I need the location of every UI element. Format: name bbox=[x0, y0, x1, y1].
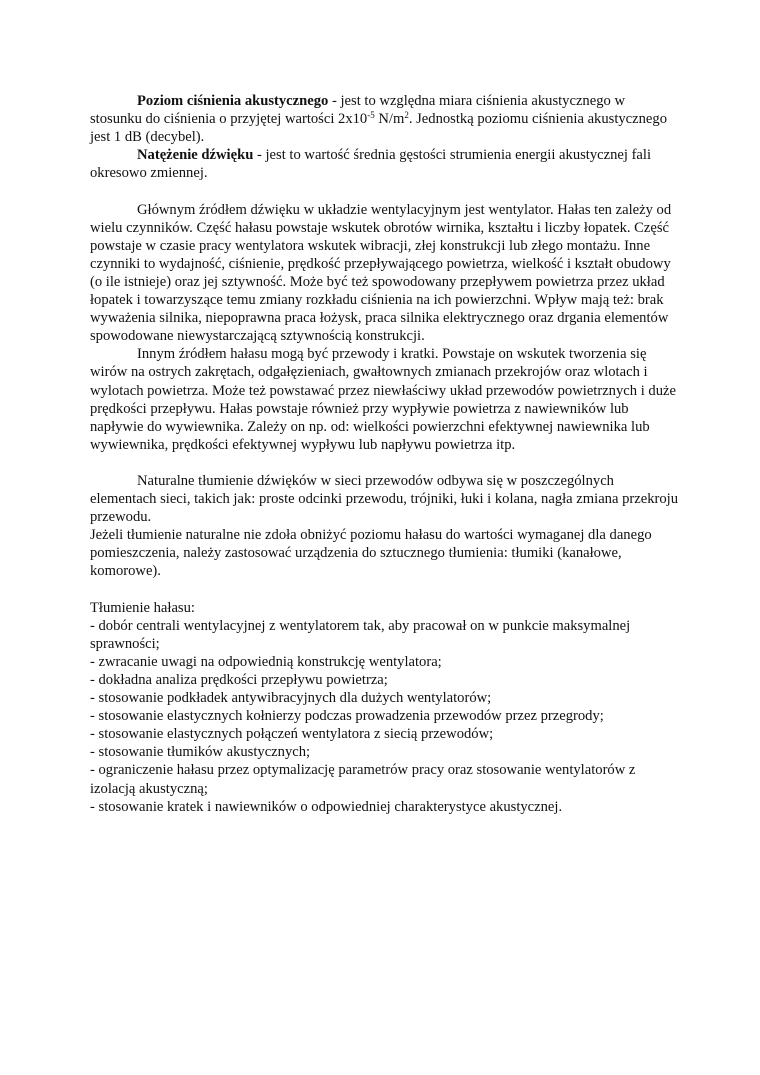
paragraph-duct-noise: Innym źródłem hałasu mogą być przewody i kratki. Powstaje on wskutek tworzenia się wirów na ostrych zakrętach, odgałęzieniach, gwałtownych zmianach przekrojów oraz wlotach i wylotach powietrza. Może też powstawać przez niewłaściwy układ przewodów powietrznych i duże prędkości przepływu. Hałas powstaje również przy wypływie powietrza z nawiewników lub napływie do wywiewnika. Zależy on np. od: wielkości powierzchni efektywnej nawiewnika lub wywiewnika, prędkości efektywnej wypływu lub napływu powietrza itp. bbox=[90, 346, 676, 453]
definition-text: - jest to względna miara ciśnienia akustycznego w stosunku do ciśnienia o przyjętej wartości 2x10 bbox=[90, 93, 625, 128]
definition-sound-intensity bbox=[90, 146, 680, 182]
list-item: - dobór centrali wentylacyjnej z wentylatorem tak, aby pracował on w punkcie maksymalnej sprawności; bbox=[90, 617, 631, 652]
list-item: - ograniczenie hałasu przez optymalizację parametrów pracy oraz stosowanie wentylatorów z izolacją akustyczną; bbox=[90, 762, 636, 797]
paragraph-gap bbox=[90, 182, 680, 200]
noise-damping-heading: Tłumienie hałasu: bbox=[90, 599, 195, 616]
paragraph-fan-noise: Głównym źródłem dźwięku w układzie wentylacyjnym jest wentylator. Hałas ten zależy od wielu czynników. Część hałasu powstaje wskutek obrotów wirnika, kształtu i liczby łopatek. Część powstaje w czasie pracy wentylatora wskutek wibracji, złej konstrukcji lub złego montażu. Inne czynniki to wydajność, ciśnienie, prędkość przepływającego powietrza, wielkość i kształt obudowy (o ile istnieje) oraz jej sztywność. Może być też spowodowany przepływem powietrza przez układ łopatek i towarzyszące temu zmiany rozkładu ciśnienia na ich powierzchni. Wpływ mają też: brak wyważenia silnika, niepoprawna praca łożysk, praca silnika elektrycznego oraz drgania elementów spowodowane niewystarczającą sztywnością konstrukcji. bbox=[90, 201, 672, 345]
paragraph-gap bbox=[90, 454, 680, 472]
list-item: - stosowanie kratek i nawiewników o odpowiedniej charakterystyce akustycznej. bbox=[90, 798, 563, 815]
definition-sound-pressure-level bbox=[90, 92, 680, 146]
list-item: - dokładna analiza prędkości przepływu powietrza; bbox=[90, 672, 388, 688]
list-item: - stosowanie podkładek antywibracyjnych dla dużych wentylatorów; bbox=[90, 690, 492, 707]
definition-text: N/m bbox=[374, 111, 405, 128]
exponent: -5 bbox=[367, 110, 375, 121]
list-item: - stosowanie elastycznych kołnierzy podczas prowadzenia przewodów przez przegrody; bbox=[90, 708, 604, 725]
list-item: - zwracanie uwagi na odpowiednią konstrukcję wentylatora; bbox=[90, 653, 442, 670]
paragraph-artificial-damping: Jeżeli tłumienie naturalne nie zdoła obniżyć poziomu hałasu do wartości wymaganej dla danego pomieszczenia, należy zastosować urządzenia do sztucznego tłumienia: tłumiki (kanałowe, komorowe). bbox=[90, 527, 652, 580]
paragraph-gap bbox=[90, 581, 680, 599]
noise-damping-list bbox=[90, 617, 680, 816]
exponent: 2 bbox=[404, 110, 409, 121]
definition-text: - jest to wartość średnia gęstości strumienia energii akustycznej fali okresowo zmiennej. bbox=[90, 147, 652, 182]
paragraph-natural-damping: Naturalne tłumienie dźwięków w sieci przewodów odbywa się w poszczególnych elementach sieci, takich jak: proste odcinki przewodu, trójniki, łuki i kolana, nagła zmiana przekroju przewodu. bbox=[90, 472, 679, 526]
term-sound-pressure-level: Poziom ciśnienia akustycznego bbox=[137, 93, 329, 109]
term-sound-intensity: Natężenie dźwięku bbox=[137, 147, 254, 164]
document-page bbox=[90, 92, 680, 816]
list-item: - stosowanie tłumików akustycznych; bbox=[90, 744, 311, 761]
definition-text: . Jednostką poziomu ciśnienia akustycznego jest 1 dB (decybel). bbox=[90, 111, 667, 146]
list-item: - stosowanie elastycznych połączeń wentylatora z siecią przewodów; bbox=[90, 726, 494, 743]
